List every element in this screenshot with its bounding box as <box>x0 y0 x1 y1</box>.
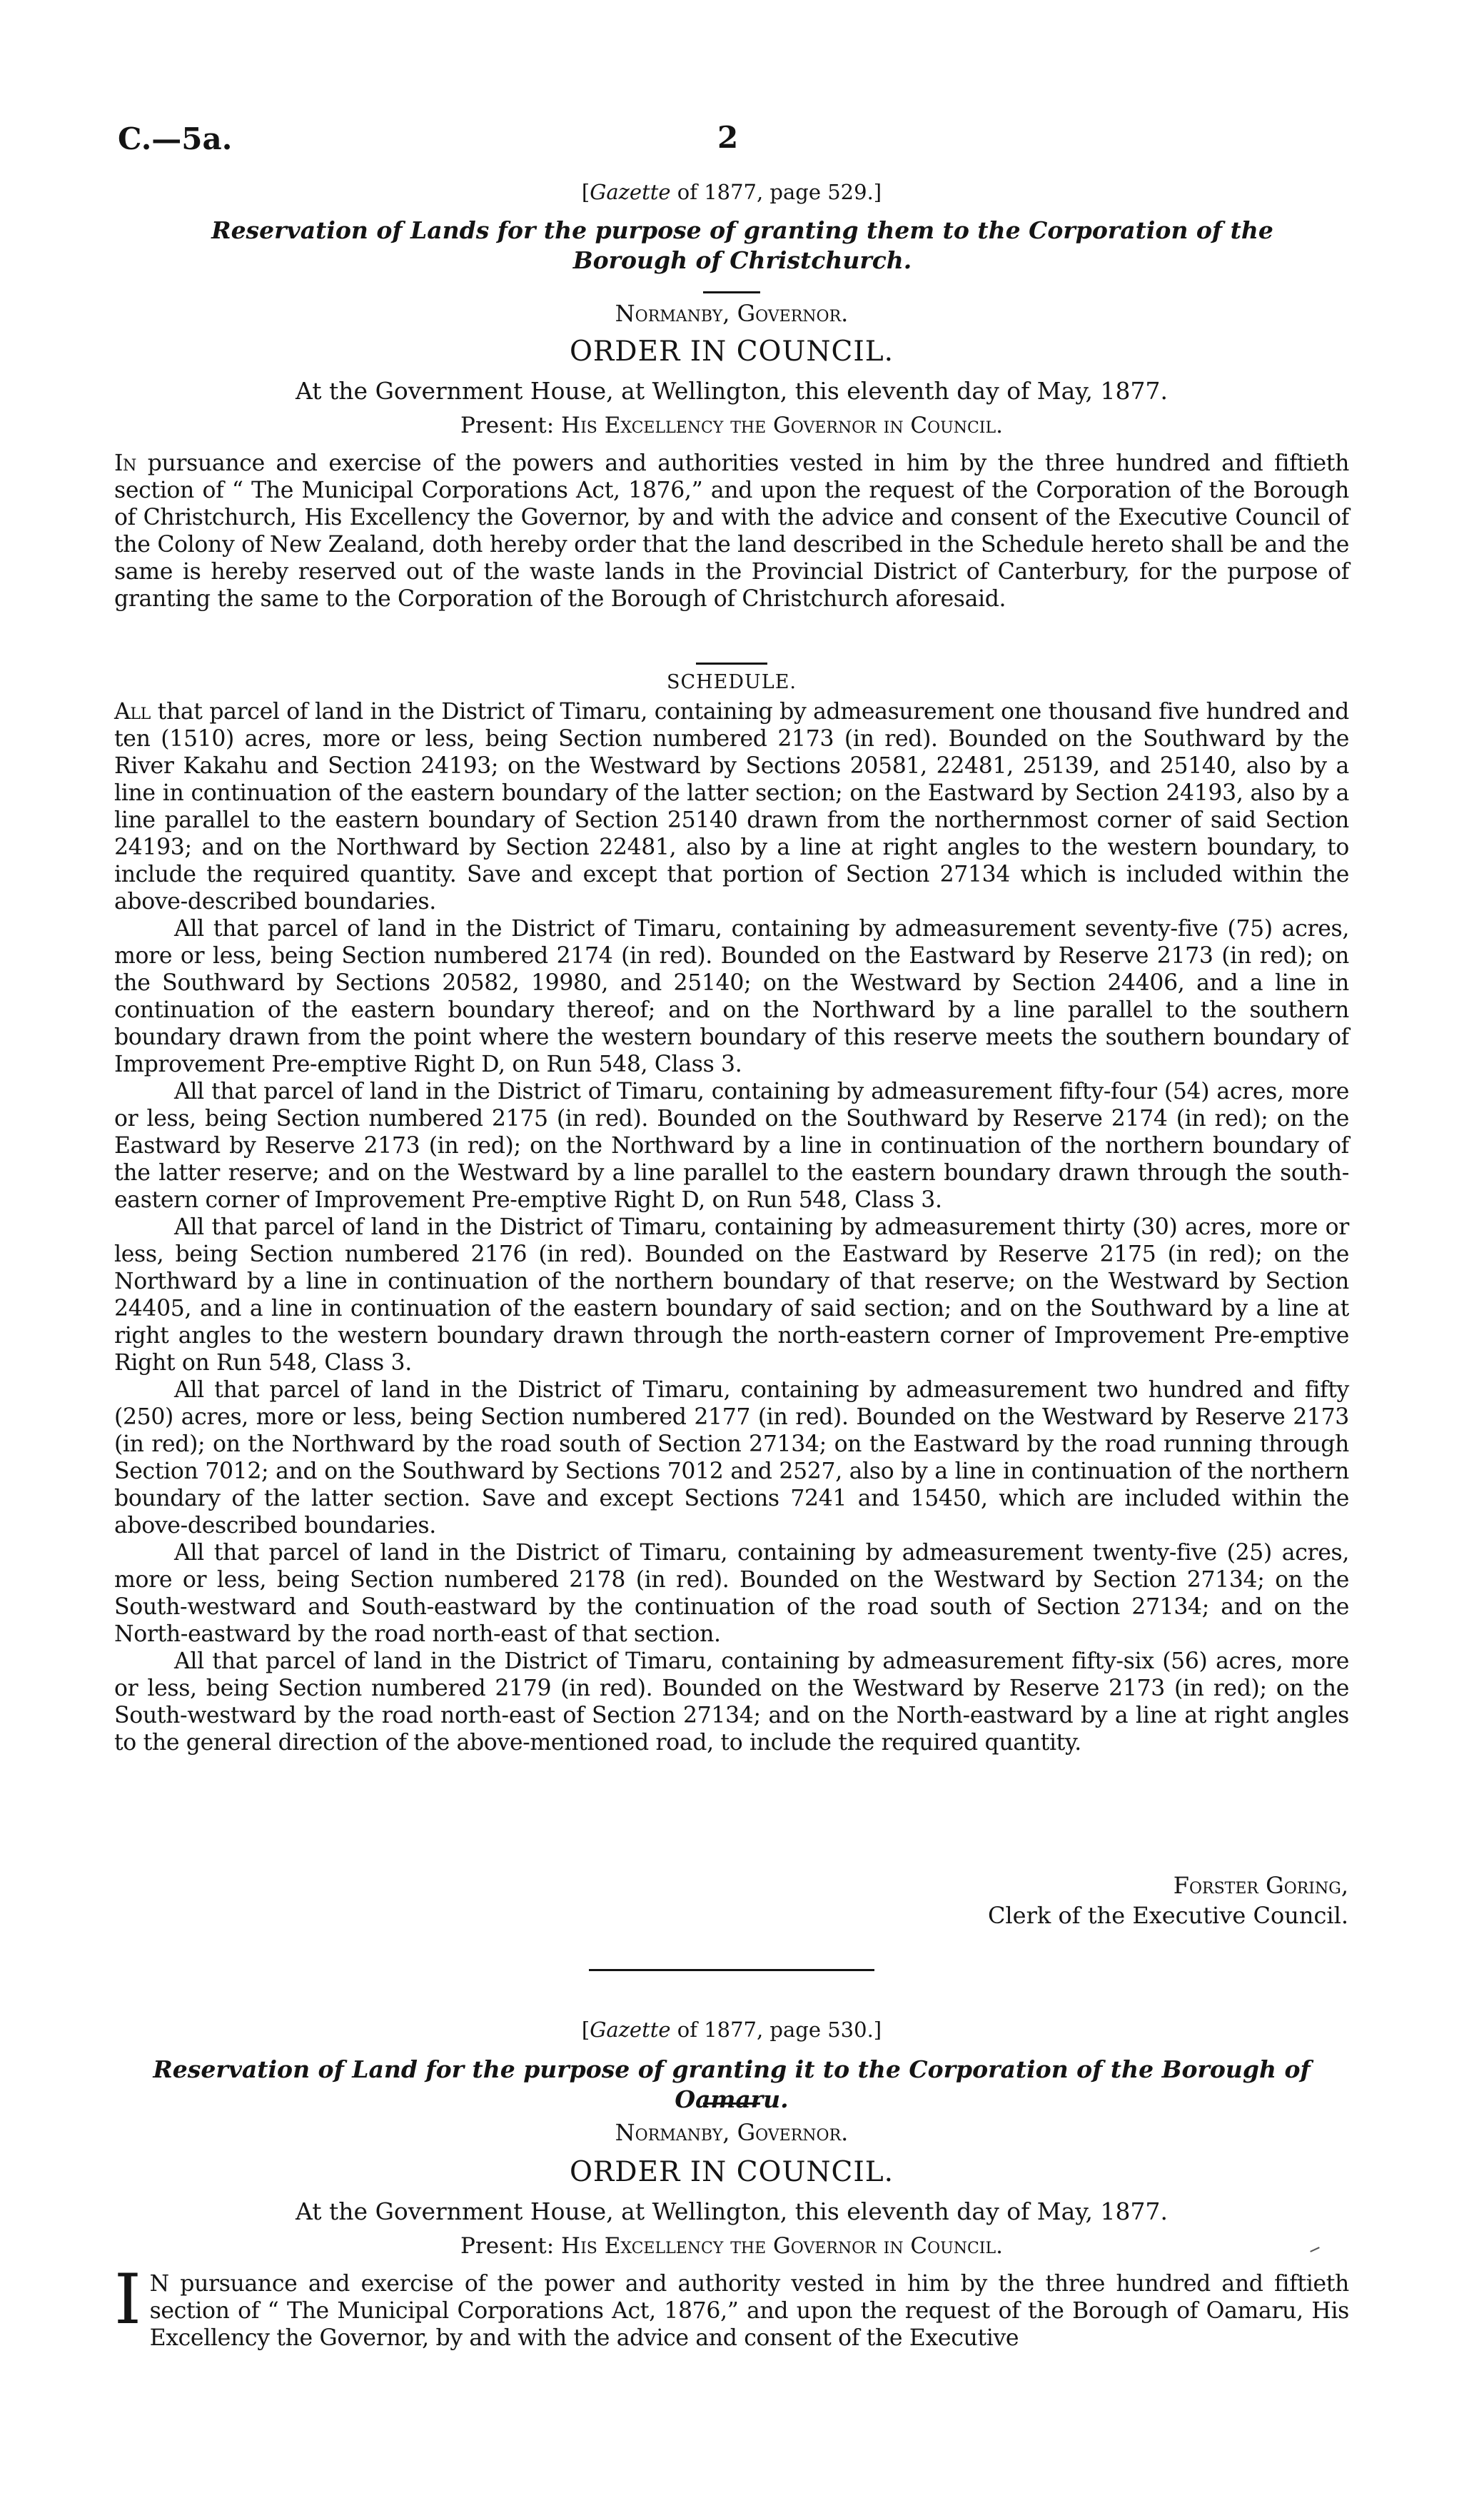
page-number: 2 <box>717 120 739 155</box>
schedule-paragraph: All that parcel of land in the District of Timaru, containing by admeasurement one thousand five hundred and ten (1510) acres, more or less, being Section numbered 2173 (in red). Bounded on the Southward by the River Kakahu and Section 24193; on the Westward by Sections 20581, 22481, 25139, and 25140, also by a line in continuation of the eastern boundary of the latter section; on the Eastward by Section 24193, also by a line parallel to the eastern boundary of Section 25140 drawn from the northernmost corner of said Section 24193; and on the Northward by Section 22481, also by a line at right angles to the western boundary, to include the required quantity. Save and except that portion of Section 27134 which is included within the above-described boundaries. <box>114 699 1349 915</box>
gazette-word: Gazette <box>590 2018 671 2042</box>
order-heading: ORDER IN COUNCIL. <box>569 336 894 368</box>
divider <box>703 291 760 293</box>
divider <box>696 663 767 665</box>
schedule-body <box>114 698 1349 1756</box>
schedule-heading: SCHEDULE. <box>666 671 797 693</box>
gazette-reference: [Gazette of 1877, page 529.] <box>581 180 882 204</box>
schedule-paragraph: All that parcel of land in the District of Timaru, containing by admeasurement two hundred and fifty (250) acres, more or less, being Section numbered 2177 (in red). Bounded on the Westward by Reserve 2173 (in red); on the Northward by the road south of Section 27134; on the Eastward by the road running through Section 7012; and on the Southward by Sections 7012 and 2527, also by a line in continuation of the northern boundary of the latter section. Save and except Sections 7241 and 15450, which are included within the above-described boundaries. <box>114 1377 1349 1538</box>
schedule-paragraph: All that parcel of land in the District of Timaru, containing by admeasurement fifty-four (54) acres, more or less, being Section numbered 2175 (in red). Bounded on the Southward by Reserve 2174 (in red); on the Eastward by Reserve 2173 (in red); on the Northward by a line in continuation of the northern boundary of the latter reserve; and on the Westward by a line parallel to the eastern boundary drawn through the south-eastern corner of Improvement Pre-emptive Right D, on Run 548, Class 3. <box>114 1079 1349 1213</box>
section-title: Reservation of Land for the purpose of granting it to the Corporation of the Borough of Oamaru. <box>153 2055 1311 2113</box>
order-heading: ORDER IN COUNCIL. <box>569 2156 894 2188</box>
schedule-paragraph: All that parcel of land in the District of Timaru, containing by admeasurement seventy-five (75) acres, more or less, being Section numbered 2174 (in red). Bounded on the Eastward by Reserve 2173 (in red); on the Southward by Sections 20582, 19980, and 25140; on the Westward by Section 24406, and a line in continuation of the eastern boundary thereof; and on the Northward by a line parallel to the southern boundary drawn from the point where the western boundary of this reserve meets the southern boundary of Improvement Pre-emptive Right D, on Run 548, Class 3. <box>114 916 1349 1077</box>
present-value: His Excellency the Governor in Council. <box>561 413 1003 438</box>
schedule-paragraph: All that parcel of land in the District of Timaru, containing by admeasurement fifty-six (56) acres, more or less, being Section numbered 2179 (in red). Bounded on the Westward by Reserve 2173 (in red); on the South-westward by the road north-east of Section 27134; and on the North-eastward by a line at right angles to the general direction of the above-mentioned road, to include the required quantity. <box>114 1648 1349 1756</box>
drop-capital: I <box>114 2260 141 2340</box>
present-line <box>114 2233 1349 2259</box>
intro-text: pursuance and exercise of the power and authority vested in him by the three hundred and fiftieth section of “ The Municipal Corporations Act, 1876,” and upon the request of the Borough of Oamaru, His Excellency the Governor, by and with the advice and consent of the Executive <box>149 2271 1349 2351</box>
present-value: His Excellency the Governor in Council. <box>561 2233 1003 2259</box>
gazette-word: Gazette <box>590 180 671 204</box>
intro-caps: N <box>149 2271 169 2297</box>
intro-paragraph <box>114 450 1349 613</box>
gazette-reference: [Gazette of 1877, page 530.] <box>581 2018 882 2042</box>
governor-line: Normanby, Governor. <box>615 300 849 327</box>
schedule-paragraph: All that parcel of land in the District of Timaru, containing by admeasurement twenty-five (25) acres, more or less, being Section numbered 2178 (in red). Bounded on the Westward by Section 27134; on the South-westward and South-eastward by the continuation of the road south of Section 27134; and on the North-eastward by the road north-east of that section. <box>114 1540 1349 1647</box>
section-title: Reservation of Lands for the purpose of granting them to the Corporation of the Borough of Christchurch. <box>211 216 1273 274</box>
intro-paragraph <box>114 2260 1349 2352</box>
present-line <box>114 413 1349 438</box>
divider <box>703 2102 760 2105</box>
document-reference: C.—5a. <box>118 121 233 156</box>
schedule-paragraph: All that parcel of land in the District of Timaru, containing by admeasurement thirty (30) acres, more or less, being Section numbered 2176 (in red). Bounded on the Eastward by Reserve 2175 (in red); on the Northward by a line in continuation of the northern boundary of that reserve; on the Westward by Section 24405, and a line in continuation of the eastern boundary of said section; and on the Southward by a line at right angles to the western boundary drawn through the north-eastern corner of Improvement Pre-emptive Right on Run 548, Class 3. <box>114 1214 1349 1376</box>
present-label: Present: <box>460 413 555 438</box>
gazette-reference-rest: of 1877, page 529.] <box>677 180 882 204</box>
location-date-line: At the Government House, at Wellington, this eleventh day of May, 1877. <box>296 2197 1168 2225</box>
intro-first-word: In <box>114 450 136 476</box>
signature-block <box>988 1870 1348 1930</box>
signature-name: Forster Goring, <box>1173 1872 1348 1899</box>
gazette-reference-rest: of 1877, page 530.] <box>677 2018 882 2042</box>
section-divider <box>589 1969 874 1971</box>
present-label: Present: <box>460 2233 555 2259</box>
governor-line: Normanby, Governor. <box>615 2119 849 2146</box>
schedule-first-word: All <box>114 699 151 725</box>
location-date-line: At the Government House, at Wellington, this eleventh day of May, 1877. <box>296 377 1168 405</box>
signature-title: Clerk of the Executive Council. <box>987 1902 1348 1929</box>
intro-text: pursuance and exercise of the powers and authorities vested in him by the three hundred and fiftieth section of “ The Municipal Corporations Act, 1876,” and upon the request of the Corporation of the Borough of Christchurch, His Excellency the Governor, by and with the advice and consent of the Executive Council of the Colony of New Zealand, doth hereby order that the land described in the Schedule hereto shall be and the same is hereby reserved out of the waste lands in the Provincial District of Canterbury, for the purpose of granting the same to the Corporation of the Borough of Christchurch aforesaid. <box>114 450 1349 612</box>
